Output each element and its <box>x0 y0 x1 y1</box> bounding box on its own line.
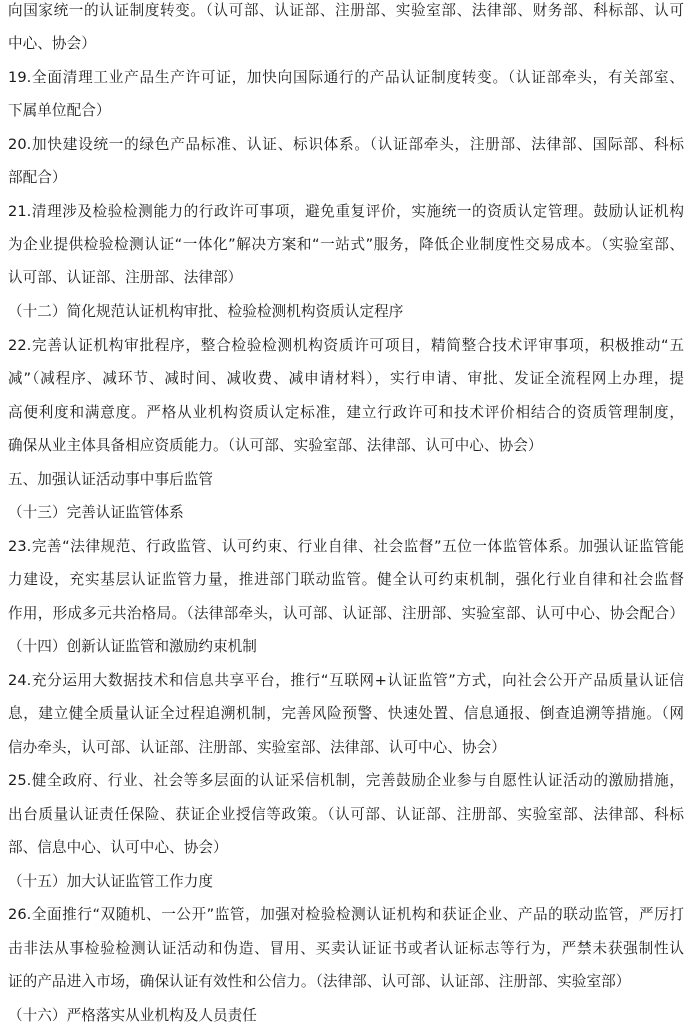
section-heading: （十五）加大认证监管工作力度 <box>8 873 214 890</box>
text-line: 为企业提供检验检测认证“一体化”解决方案和“一站式”服务，降低企业制度性交易成本。（实验室部、 <box>8 236 684 253</box>
text-line: 信办牵头，认可部、认证部、注册部、实验室部、法律部、认可中心、协会） <box>8 739 506 756</box>
text-line: 下属单位配合） <box>8 102 111 119</box>
text-line: 作用，形成多元共治格局。（法律部牵头，认可部、认证部、注册部、实验室部、认可中心、协会配合） <box>8 605 684 622</box>
section-heading: （十三）完善认证监管体系 <box>8 504 184 521</box>
text-line: 部配合） <box>8 169 67 186</box>
text-line: 减”（减程序、减环节、减时间、减收费、减申请材料），实行申请、审批、发证全流程网上办理，提 <box>8 370 684 387</box>
text-line: 证的产品进入市场，确保认证有效性和公信力。（法律部、认可部、认证部、注册部、实验室部） <box>8 973 631 990</box>
text-line: 部、信息中心、认可中心、协会） <box>8 839 228 856</box>
text-line: 击非法从事检验检测认证活动和伪造、冒用、买卖认证证书或者认证标志等行为，严禁未获强制性认 <box>8 940 684 957</box>
section-heading: （十六）严格落实从业机构及人员责任 <box>8 1007 257 1024</box>
text-line: 力建设，充实基层认证监管力量，推进部门联动监管。健全认可约束机制，强化行业自律和社会监督 <box>8 571 684 588</box>
text-line: 24.充分运用大数据技术和信息共享平台，推行“互联网+认证监管”方式，向社会公开产品质量认证信 <box>8 672 684 689</box>
text-line: 认可部、认证部、注册部、法律部） <box>8 269 243 286</box>
section-heading: （十二）简化规范认证机构审批、检验检测机构资质认定程序 <box>8 303 404 320</box>
section-heading: 五、加强认证活动事中事后监管 <box>8 471 214 488</box>
section-heading: （十四）创新认证监管和激励约束机制 <box>8 638 257 655</box>
text-line: 25.健全政府、行业、社会等多层面的认证采信机制，完善鼓励企业参与自愿性认证活动的激励措施， <box>8 772 684 789</box>
text-line: 23.完善“法律规范、行政监管、认可约束、行业自律、社会监督”五位一体监管体系。加强认证监管能 <box>8 538 684 555</box>
text-line: 中心、协会） <box>8 35 96 52</box>
text-line: 19.全面清理工业产品生产许可证，加快向国际通行的产品认证制度转变。（认证部牵头，有关部室、 <box>8 69 684 86</box>
text-line: 确保从业主体具备相应资质能力。（认可部、实验室部、法律部、认可中心、协会） <box>8 437 543 454</box>
text-line: 向国家统一的认证制度转变。（认可部、认证部、注册部、实验室部、法律部、财务部、科标部、认可 <box>8 2 684 19</box>
text-line: 出台质量认证责任保险、获证企业授信等政策。（认可部、认证部、注册部、实验室部、法律部、科标 <box>8 806 684 823</box>
text-line: 20.加快建设统一的绿色产品标准、认证、标识体系。（认证部牵头，注册部、法律部、国际部、科标 <box>8 136 684 153</box>
text-line: 22.完善认证机构审批程序，整合检验检测机构资质许可项目，精简整合技术评审事项，积极推动“五 <box>8 337 684 354</box>
text-line: 息，建立健全质量认证全过程追溯机制，完善风险预警、快速处置、信息通报、倒查追溯等措施。（网 <box>8 705 684 722</box>
text-line: 26.全面推行“双随机、一公开”监管，加强对检验检测认证机构和获证企业、产品的联动监管，严厉打 <box>8 906 684 923</box>
text-line: 21.清理涉及检验检测能力的行政许可事项，避免重复评价，实施统一的资质认定管理。鼓励认证机构 <box>8 203 684 220</box>
text-line: 高便利度和满意度。严格从业机构资质认定标准，建立行政许可和技术评价相结合的资质管理制度， <box>8 404 684 421</box>
